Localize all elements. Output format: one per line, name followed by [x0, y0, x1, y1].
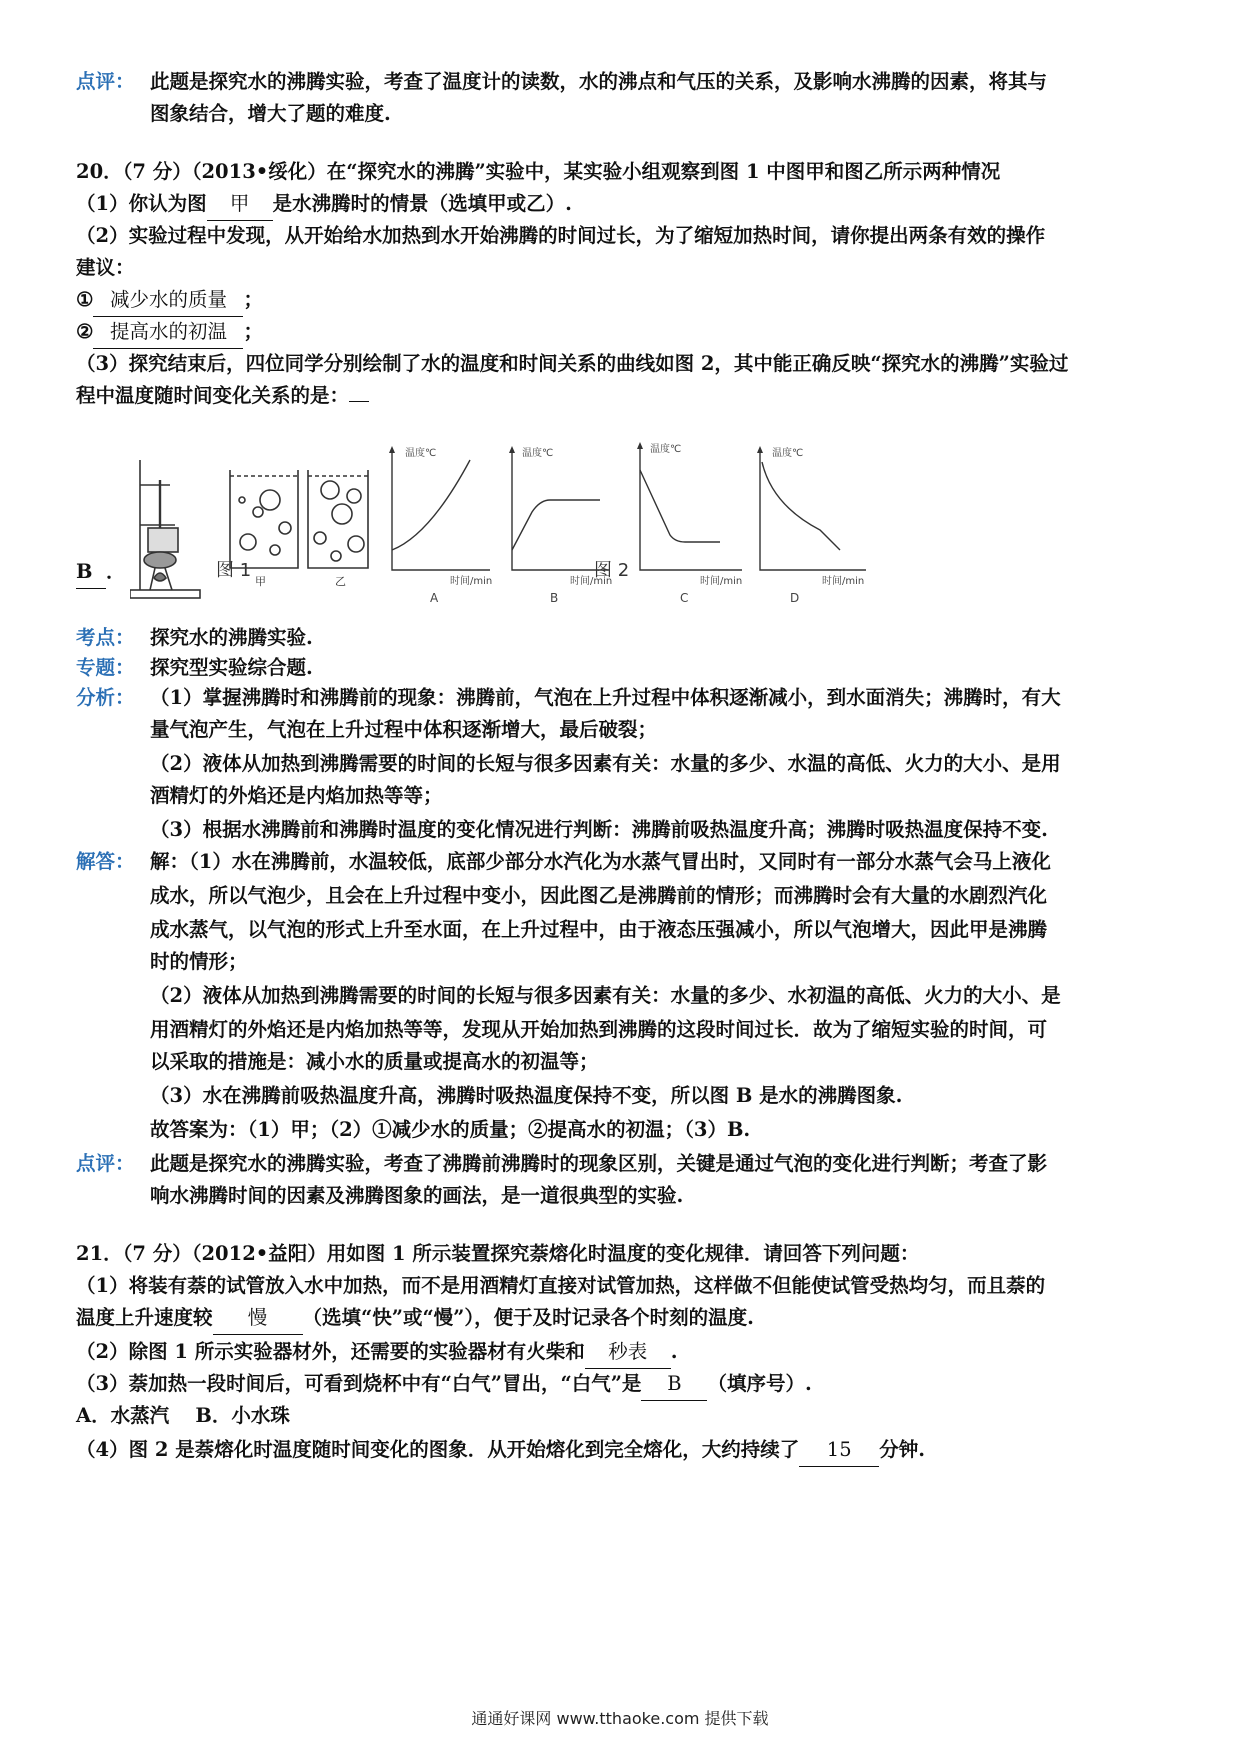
jieda-text-5: （2）液体从加热到沸腾需要的时间的长短与很多因素有关：水量的多少、水初温的高低、火力的大小、是	[150, 984, 1061, 1007]
jieda-line-1	[76, 846, 1051, 878]
q20-sub1-answer: 甲	[207, 188, 273, 221]
q21-sub3-post: （填序号）.	[707, 1372, 812, 1395]
q21-sub2	[76, 1336, 678, 1369]
q20-answer: B	[76, 556, 106, 589]
jieda-text-1: 解：（1）水在沸腾前，水温较低，底部少部分水汽化为水蒸气冒出时，又同时有一部分水蒸气会马上液化	[150, 850, 1051, 873]
graph-c-xlabel: 时间/min	[700, 576, 743, 587]
fenxi-line-5	[76, 814, 1048, 846]
q21-sub2-answer: 秒表	[585, 1336, 671, 1369]
apparatus-drawing	[130, 460, 200, 598]
fenxi-label: 分析：	[76, 686, 135, 709]
q21-sub4	[76, 1434, 925, 1467]
q20-option-2-end: ；	[243, 320, 263, 343]
graph-b-xlabel: 时间/min	[570, 576, 613, 587]
q20-sub1-post: 是水沸腾时的情景（选填甲或乙）.	[272, 192, 572, 215]
fenxi-text-5: （3）根据水沸腾前和沸腾时温度的变化情况进行判断：沸腾前吸热温度升高；沸腾时吸热温度保持不变.	[150, 818, 1048, 841]
jieda-label: 解答：	[76, 850, 135, 873]
zhuanti-text: 探究型实验综合题.	[150, 656, 313, 679]
fenxi-text-2: 量气泡产生，气泡在上升过程中体积逐渐增大，最后破裂；	[150, 718, 658, 741]
q21-sub4-post: 分钟.	[879, 1438, 926, 1461]
graph-d-letter: D	[790, 591, 800, 605]
q20-option-1-num: ①	[76, 288, 94, 311]
graph-c	[637, 442, 742, 605]
dianping-line-1	[76, 1148, 1047, 1180]
q21-sub4-pre: （4）图 2 是萘熔化时温度随时间变化的图象．从开始熔化到完全熔化，大约持续了	[76, 1438, 800, 1461]
q20-option-2-num: ②	[76, 320, 94, 343]
zhuanti-line	[76, 652, 313, 684]
q21-sub1-pre: 温度上升速度较	[76, 1306, 213, 1329]
review-text-2: 图象结合，增大了题的难度.	[150, 102, 391, 125]
q21-header: 21．（7 分）（2012•益阳）用如图 1 所示装置探究萘熔化时温度的变化规律．请回答下列问题：	[76, 1242, 920, 1265]
q21-sub2-post: .	[670, 1340, 678, 1363]
q20-option-2-answer: 提高水的初温	[93, 316, 243, 349]
q21-sub1-answer: 慢	[213, 1302, 303, 1335]
graph-d-xlabel: 时间/min	[822, 576, 865, 587]
fenxi-line-3	[76, 748, 1061, 780]
q20-sub2-line-2: 建议：	[76, 256, 135, 279]
jieda-line-4	[76, 946, 248, 978]
fenxi-line-1	[76, 682, 1061, 714]
jieda-text-3: 成水蒸气，以气泡的形式上升至水面，在上升过程中，由于液态压强减小，所以气泡增大，因此甲是沸腾	[150, 918, 1048, 941]
review-line-2	[76, 98, 391, 130]
fenxi-line-2	[76, 714, 657, 746]
beaker-yi	[308, 470, 368, 568]
q20-option-2	[76, 316, 263, 349]
review-label: 点评：	[76, 70, 135, 93]
graph-a-xlabel: 时间/min	[450, 576, 493, 587]
q20-header: 20．（7 分）（2013•绥化）在“探究水的沸腾”实验中，某实验小组观察到图 1 中图甲和图乙所示两种情况	[76, 160, 1001, 183]
q20-option-1	[76, 284, 263, 317]
fenxi-line-4	[76, 780, 443, 812]
q20-sub3-line-1: （3）探究结束后，四位同学分别绘制了水的温度和时间关系的曲线如图 2，其中能正确反映“探究水的沸腾”实验过	[76, 352, 1069, 375]
jieda-line-8	[76, 1080, 902, 1112]
q21-sub1-line-1: （1）将装有萘的试管放入水中加热，而不是用酒精灯直接对试管加热，这样做不但能使试管受热均匀，而且萘的	[76, 1274, 1046, 1297]
graph-a-ylabel: 温度℃	[405, 448, 437, 459]
q20-answer-line	[76, 556, 126, 589]
beaker-jia	[230, 470, 298, 568]
q21-sub1-post: （选填“快”或“慢”），便于及时记录各个时刻的温度.	[302, 1306, 754, 1329]
review-text-1: 此题是探究水的沸腾实验，考查了温度计的读数，水的沸点和气压的关系，及影响水沸腾的因素，将其与	[150, 70, 1048, 93]
kaodian-text: 探究水的沸腾实验.	[150, 626, 313, 649]
graph-a	[389, 446, 492, 605]
q20-figures	[130, 440, 990, 640]
jieda-text-4: 时的情形；	[150, 950, 248, 973]
graph-d-ylabel: 温度℃	[772, 448, 804, 459]
graph-d	[757, 446, 866, 605]
zhuanti-label: 专题：	[76, 656, 135, 679]
jieda-line-3	[76, 914, 1047, 946]
dianping-text-1: 此题是探究水的沸腾实验，考查了沸腾前沸腾时的现象区别，关键是通过气泡的变化进行判断；考查了影	[150, 1152, 1048, 1175]
fenxi-text-4: 酒精灯的外焰还是内焰加热等等；	[150, 784, 443, 807]
dianping-line-2	[76, 1180, 683, 1212]
q20-sub2-line-1: （2）实验过程中发现，从开始给水加热到水开始沸腾的时间过长，为了缩短加热时间，请你提出两条有效的操作	[76, 224, 1046, 247]
q21-sub4-answer: 15	[799, 1434, 879, 1467]
q20-option-1-answer: 减少水的质量	[93, 284, 243, 317]
dianping-label: 点评：	[76, 1152, 135, 1175]
beaker-jia-label: 甲	[255, 575, 266, 588]
beaker-yi-label: 乙	[335, 575, 346, 588]
graph-b-ylabel: 温度℃	[522, 448, 554, 459]
graph-c-ylabel: 温度℃	[650, 444, 682, 455]
fenxi-text-3: （2）液体从加热到沸腾需要的时间的长短与很多因素有关：水量的多少、水温的高低、火力的大小、是用	[150, 752, 1061, 775]
q21-sub2-pre: （2）除图 1 所示实验器材外，还需要的实验器材有火柴和	[76, 1340, 585, 1363]
page-footer: 通通好课网 www.tthaoke.com 提供下载	[471, 1709, 769, 1728]
jieda-line-2	[76, 880, 1047, 912]
jieda-answer-summary: 故答案为：（1）甲；（2）①减少水的质量；②提高水的初温；（3）B.	[150, 1118, 751, 1141]
dianping-text-2: 响水沸腾时间的因素及沸腾图象的画法，是一道很典型的实验.	[150, 1184, 684, 1207]
q21-sub3-options: A．水蒸汽 B．小水珠	[76, 1404, 290, 1427]
q20-sub1-pre: （1）你认为图	[76, 192, 207, 215]
q20-sub3-blank	[349, 401, 369, 402]
q21-sub3-pre: （3）萘加热一段时间后，可看到烧杯中有“白气”冒出，“白气”是	[76, 1372, 642, 1395]
jieda-line-7	[76, 1046, 599, 1078]
fenxi-text-1: （1）掌握沸腾时和沸腾前的现象：沸腾前，气泡在上升过程中体积逐渐减小，到水面消失；沸腾时，有大	[150, 686, 1061, 709]
kaodian-line	[76, 622, 313, 654]
jieda-text-6: 用酒精灯的外焰还是内焰加热等等，发现从开始加热到沸腾的这段时间过长．故为了缩短实验的时间，可	[150, 1018, 1048, 1041]
q20-option-1-end: ；	[243, 288, 263, 311]
jieda-text-7: 以采取的措施是：减小水的质量或提高水的初温等；	[150, 1050, 599, 1073]
jieda-text-2: 成水，所以气泡少，且会在上升过程中变小，因此图乙是沸腾前的情形；而沸腾时会有大量的水剧烈汽化	[150, 884, 1048, 907]
q20-answer-end: ．	[106, 560, 126, 583]
q21-sub1-line-2	[76, 1302, 754, 1335]
jieda-text-8: （3）水在沸腾前吸热温度升高，沸腾时吸热温度保持不变，所以图 B 是水的沸腾图象.	[150, 1084, 903, 1107]
q20-sub3-line-2	[76, 380, 369, 412]
graph-b-letter: B	[550, 591, 559, 605]
jieda-line-9	[76, 1114, 750, 1146]
kaodian-label: 考点：	[76, 626, 135, 649]
graph-a-letter: A	[430, 591, 439, 605]
q20-sub3-text: 程中温度随时间变化关系的是：	[76, 384, 350, 407]
figure-2-label: 图 2	[594, 560, 630, 581]
q21-sub3	[76, 1368, 812, 1401]
review-line-1	[76, 66, 1047, 98]
jieda-line-5	[76, 980, 1061, 1012]
figure-1-label: 图 1	[216, 560, 252, 581]
q21-sub3-answer: B	[641, 1368, 707, 1401]
graph-c-letter: C	[680, 591, 689, 605]
q20-sub1	[76, 188, 572, 221]
jieda-line-6	[76, 1014, 1047, 1046]
